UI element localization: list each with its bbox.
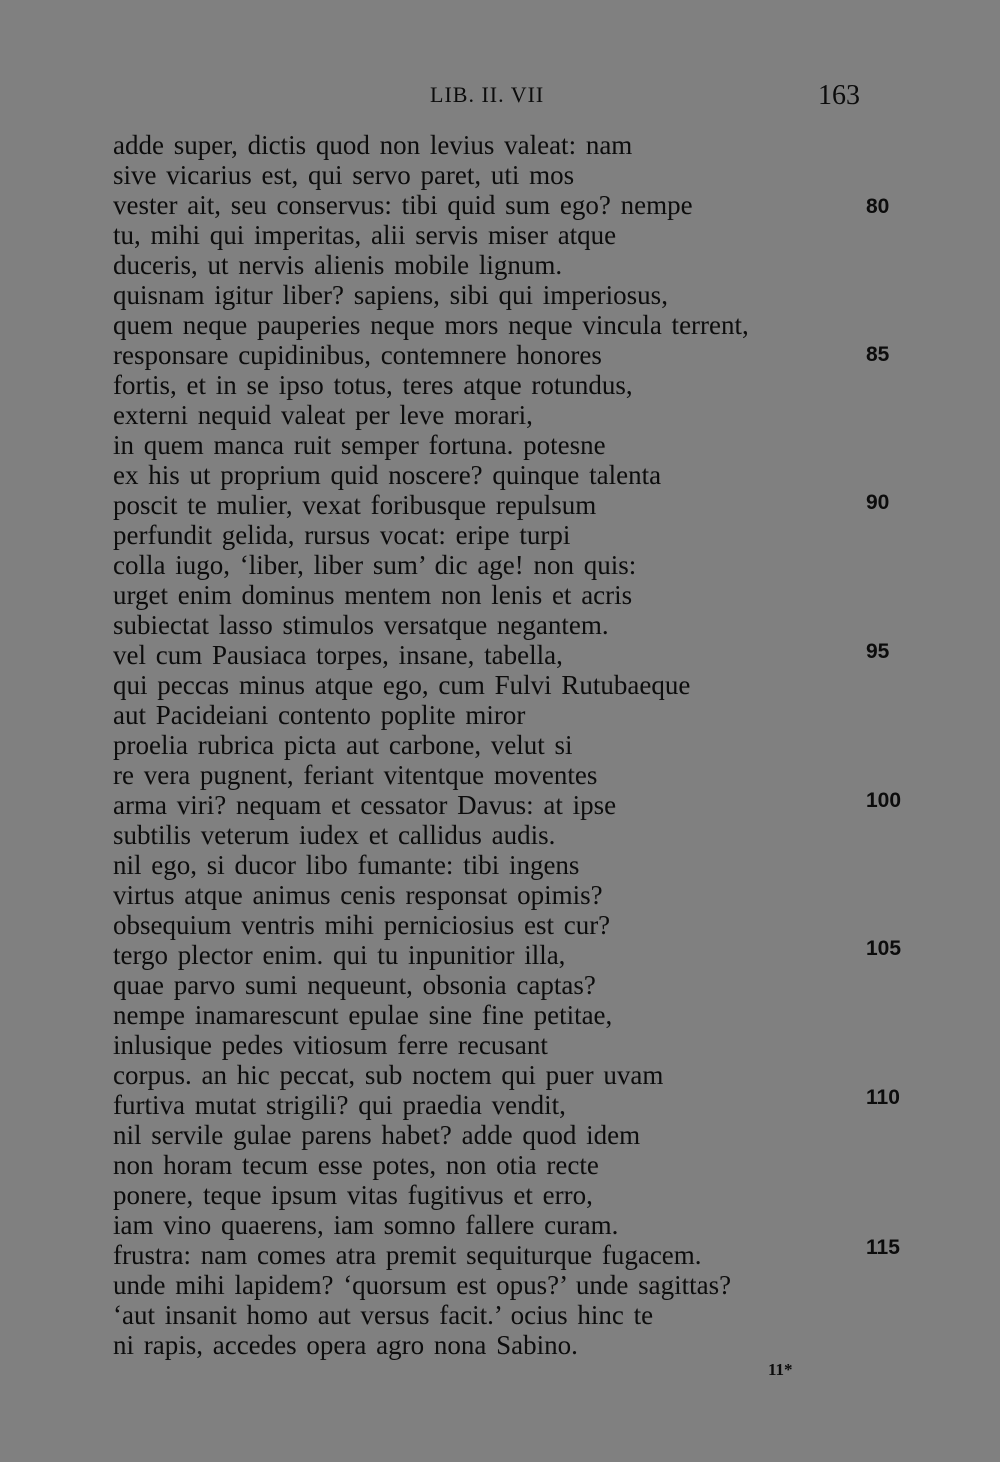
line-number: 80 — [866, 195, 890, 218]
verse-line: ponere, teque ipsum vitas fugitivus et erro, — [113, 1180, 593, 1210]
verse-line: nempe inamarescunt epulae sine fine petitae, — [113, 1000, 613, 1030]
line-number: 115 — [866, 1236, 900, 1259]
verse-line: in quem manca ruit semper fortuna. potesne — [113, 430, 606, 460]
verse-line: ex his ut proprium quid noscere? quinque talenta — [113, 460, 662, 490]
verse-line: unde mihi lapidem? ‘quorsum est opus?’ unde sagittas? — [113, 1270, 732, 1300]
verse-line: obsequium ventris mihi perniciosius est cur? — [113, 910, 611, 940]
line-number: 110 — [866, 1086, 900, 1109]
verse-line: qui peccas minus atque ego, cum Fulvi Rutubaeque — [113, 670, 691, 700]
verse-line: externi nequid valeat per leve morari, — [113, 400, 533, 430]
verse-line: proelia rubrica picta aut carbone, velut si — [113, 730, 573, 760]
verse-line: furtiva mutat strigili? qui praedia vendit, — [113, 1090, 566, 1120]
verse-line: virtus atque animus cenis responsat opimis? — [113, 880, 603, 910]
verse-line: subtilis veterum iudex et callidus audis. — [113, 820, 556, 850]
verse-line: corpus. an hic peccat, sub noctem qui puer uvam — [113, 1060, 664, 1090]
verse-line: nil ego, si ducor libo fumante: tibi ingens — [113, 850, 580, 880]
verse-line: quem neque pauperies neque mors neque vincula terrent, — [113, 310, 749, 340]
printer-signature: 11* — [768, 1360, 793, 1379]
line-number: 105 — [866, 937, 902, 960]
verse-line: sive vicarius est, qui servo paret, uti mos — [113, 160, 575, 190]
verse-line: tergo plector enim. qui tu inpunitior illa, — [113, 940, 566, 970]
verse-line: arma viri? nequam et cessator Davus: at ipse — [113, 790, 617, 820]
page-number: 163 — [818, 80, 860, 111]
verse-line: aut Pacideiani contento poplite miror — [113, 700, 526, 730]
verse-line: iam vino quaerens, iam somno fallere curam. — [113, 1210, 619, 1240]
verse-line: subiectat lasso stimulos versatque negantem. — [113, 610, 609, 640]
verse-line: fortis, et in se ipso totus, teres atque rotundus, — [113, 370, 633, 400]
line-number: 95 — [866, 640, 890, 663]
line-number: 100 — [866, 789, 902, 812]
running-head: LIB. II. VII — [430, 82, 545, 107]
verse-line: re vera pugnent, feriant vitentque moventes — [113, 760, 598, 790]
verse-line: vester ait, seu conservus: tibi quid sum ego? nempe — [113, 190, 693, 220]
verse-line: frustra: nam comes atra premit sequiturque fugacem. — [113, 1240, 702, 1270]
verse-line: perfundit gelida, rursus vocat: eripe turpi — [113, 520, 571, 550]
line-number: 85 — [866, 343, 890, 366]
verse-line: duceris, ut nervis alienis mobile lignum. — [113, 250, 563, 280]
verse-line: poscit te mulier, vexat foribusque repulsum — [113, 490, 597, 520]
verse-line: ‘aut insanit homo aut versus facit.’ ocius hinc te — [113, 1300, 654, 1330]
verse-line: adde super, dictis quod non levius valeat: nam — [113, 130, 633, 160]
verse-line: colla iugo, ‘liber, liber sum’ dic age! non quis: — [113, 550, 637, 580]
line-number: 90 — [866, 491, 890, 514]
verse-line: quae parvo sumi nequeunt, obsonia captas? — [113, 970, 596, 1000]
verse-line: inlusique pedes vitiosum ferre recusant — [113, 1030, 548, 1060]
verse-line: tu, mihi qui imperitas, alii servis miser atque — [113, 220, 617, 250]
verse-line: ni rapis, accedes opera agro nona Sabino. — [113, 1330, 578, 1360]
verse-line: urget enim dominus mentem non lenis et acris — [113, 580, 633, 610]
verse-line: quisnam igitur liber? sapiens, sibi qui imperiosus, — [113, 280, 668, 310]
verse-line: nil servile gulae parens habet? adde quod idem — [113, 1120, 641, 1150]
verse-line: vel cum Pausiaca torpes, insane, tabella, — [113, 640, 563, 670]
verse-line: non horam tecum esse potes, non otia recte — [113, 1150, 599, 1180]
verse-line: responsare cupidinibus, contemnere honores — [113, 340, 602, 370]
